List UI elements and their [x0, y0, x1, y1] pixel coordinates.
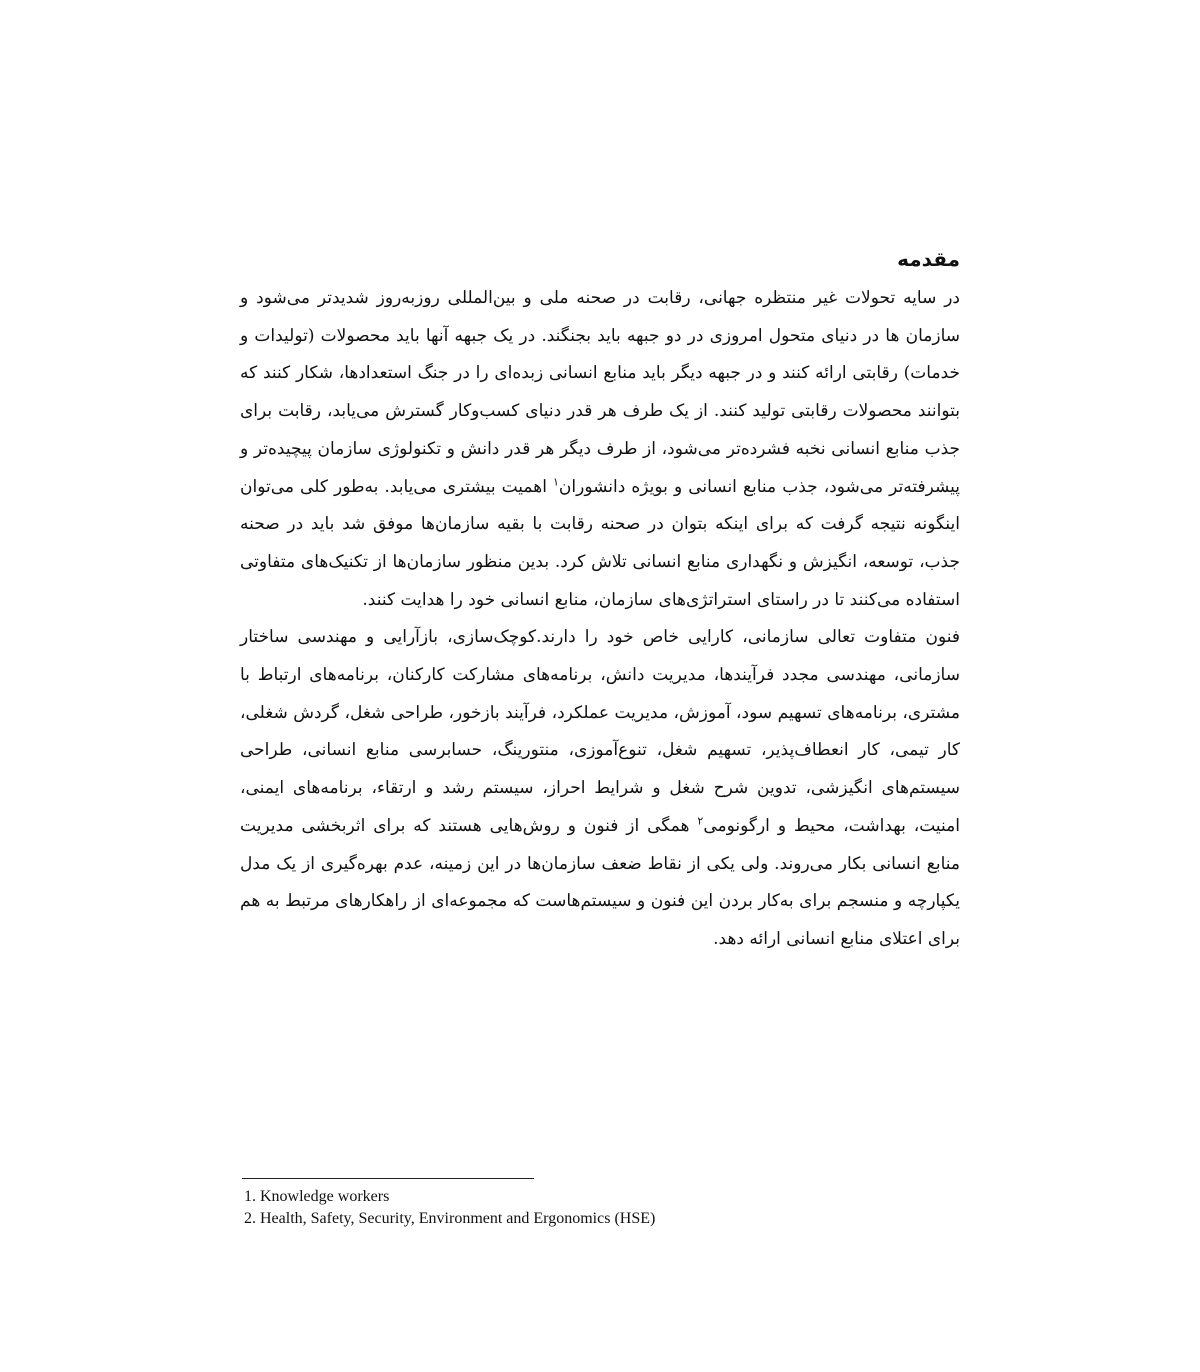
footnote-2: 2. Health, Safety, Security, Environment and Ergonomics (HSE) [244, 1210, 656, 1227]
footnote-ref-1: ۱ [553, 474, 559, 488]
paragraph-2 [240, 619, 960, 958]
paragraph-1 [240, 280, 960, 619]
footnote-divider [242, 1178, 534, 1179]
footnote-ref-2: ۲ [697, 814, 704, 828]
footnotes [244, 1186, 964, 1230]
footnote-1: 1. Knowledge workers [244, 1188, 390, 1205]
paragraph-2-text-b: همگی از فنون و روش‌هایی هستند که برای اثربخشی مدیریت منابع انسانی بکار می‌روند. ولی یکی از نقاط ضعف سازمان‌ها در این زمینه، عدم بهره‌گیری از یک مدل یکپارچه و منسجم برای به‌کار بردن این فنون و سیستم‌هاست که مجموعه‌ای از راهکارهای مرتبط به هم برای اعتلای منابع انسانی ارائه دهد. [240, 815, 960, 949]
paragraph-1-text-a: در سایه تحولات غیر منتظره جهانی، رقابت در صحنه ملی و بین‌المللی روزبه‌روز شدیدتر می‌شود و سازمان ها در دنیای متحول امروزی در دو جبهه باید بجنگند. در یک جبهه آنها باید محصولات (تولیدات و خدمات) رقابتی ارائه کنند و در جبهه دیگر باید منابع انسانی زبده‌ای را در جنگ استعدادها، شکار کنند که بتوانند محصولات رقابتی تولید کنند. از یک طرف هر قدر دنیای کسب‌وکار گسترش می‌یابد، رقابت برای جذب منابع انسانی نخبه فشرده‌تر می‌شود، از طرف دیگر هر قدر دانش و تکنولوژی سازمان پیچیده‌تر و پیشرفته‌تر می‌شود، جذب منابع انسانی و بویژه دانشوران [240, 288, 960, 497]
paragraph-2-text-a: فنون متفاوت تعالی سازمانی، کارایی خاص خود را دارند.کوچک‌سازی، بازآرایی و مهندسی ساختار سازمانی، مهندسی مجدد فرآیندها، مدیریت دانش، برنامه‌های مشارکت کارکنان، برنامه‌های ارتباط با مشتری، برنامه‌های تسهیم سود، آموزش، مدیریت عملکرد، فرآیند بازخور، طراحی شغل، گردش شغلی، کار تیمی، کار انعطاف‌پذیر، تسهیم شغل، تنوع‌آموزی، منتورینگ، حسابرسی منابع انسانی، طراحی سیستم‌های انگیزشی، تدوین شرح شغل و شرایط احراز، سیستم رشد و ارتقاء، برنامه‌های ایمنی، امنیت، بهداشت، محیط و ارگونومی [240, 627, 960, 836]
body-text [240, 244, 960, 959]
paragraph-1-text-b: اهمیت بیشتری می‌یابد. به‌طور کلی می‌توان اینگونه نتیجه گرفت که برای اینکه بتوان در صحنه رقابت با بقیه سازمان‌ها موفق شد باید در صحنه جذب، توسعه، انگیزش و نگهداری منابع انسانی تلاش کرد. بدین منظور سازمان‌ها از تکنیک‌های متفاوتی استفاده می‌کنند تا در راستای استراتژی‌های سازمان، منابع انسانی خود را هدایت کنند. [240, 476, 960, 610]
section-heading: مقدمه [897, 247, 960, 271]
